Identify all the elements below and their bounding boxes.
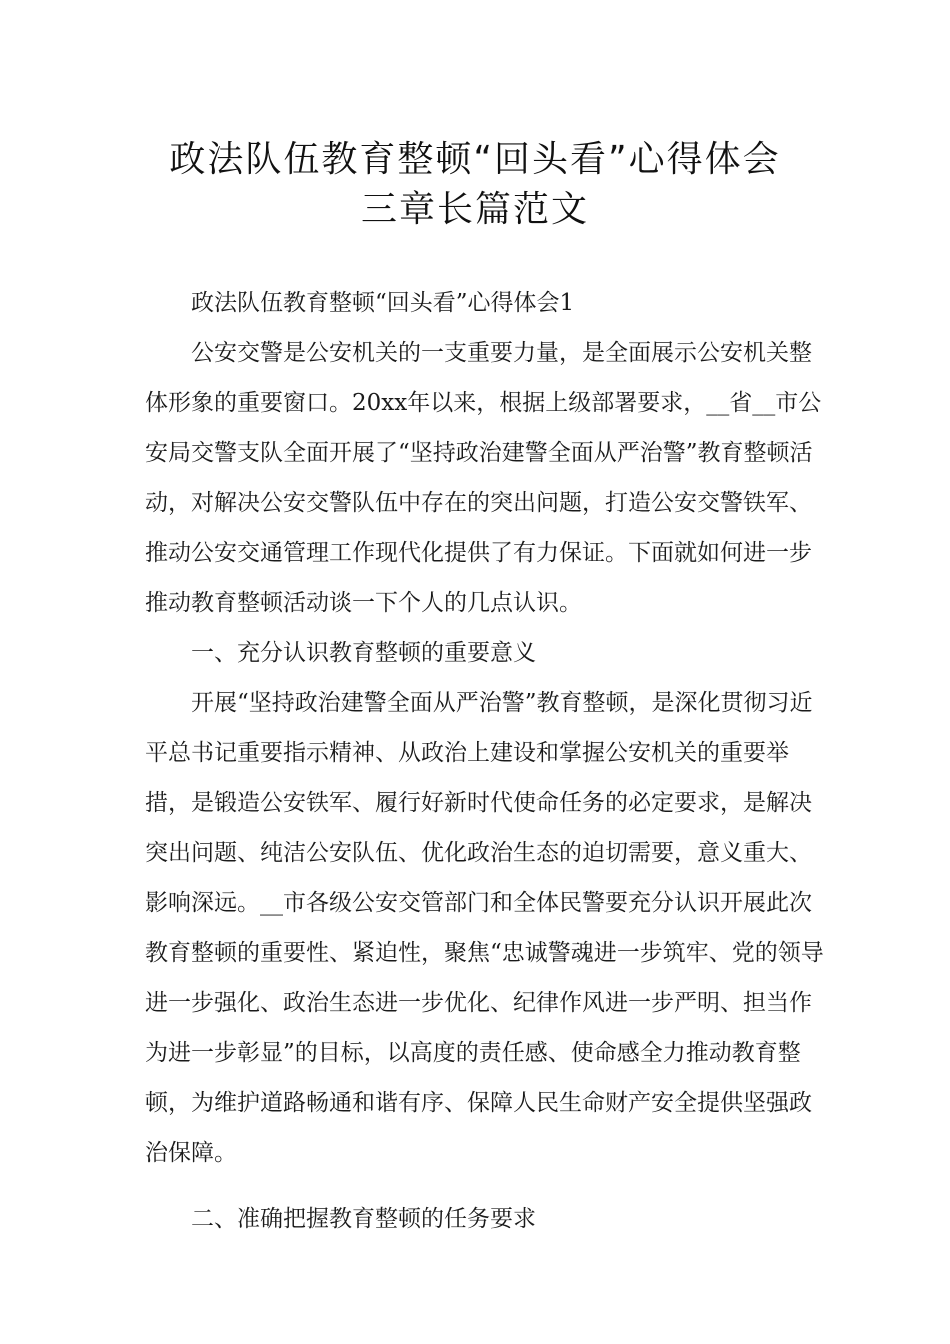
heading-1: 一、充分认识教育整顿的重要意义 [191,640,536,666]
heading-2: 二、准确把握教育整顿的任务要求 [191,1206,536,1232]
section-subtitle: 政法队伍教育整顿“回头看”心得体会1 [191,290,575,316]
paragraph-2: 开展“坚持政治建警全面从严治警”教育整顿，是深化贯彻习近平总书记重要指示精神、从政治上建设和掌握公安机关的重要举措，是锻造公安铁军、履行好新时代使命任务的必定要求，是解决突出问题、纯洁公安队伍、优化政治生态的迫切需要，意义重大、影响深远。__市各级公安交管部门和全体民警要充分认识开展此次教育整顿的重要性、紧迫性，聚焦“忠诚警魂进一步筑牢、党的领导进一步强化、政治生态进一步优化、纪律作风进一步严明、担当作为进一步彰显”的目标，以高度的责任感、使命感全力推动教育整顿，为维护道路畅通和谐有序、保障人民生命财产安全提供坚强政治保障。 [145,690,824,1166]
paragraph-1: 公安交警是公安机关的一支重要力量，是全面展示公安机关整体形象的重要窗口。20xx年以来，根据上级部署要求，__省__市公安局交警支队全面开展了“坚持政治建警全面从严治警”教育整顿活动，对解决公安交警队伍中存在的突出问题，打造公安交警铁军、推动公安交通管理工作现代化提供了有力保证。下面就如何进一步推动教育整顿活动谈一下个人的几点认识。 [145,340,822,616]
document-title-line1: 政法队伍教育整顿“回头看”心得体会 [169,139,781,180]
document-title-line2: 三章长篇范文 [360,189,589,230]
document-body [145,278,825,1244]
